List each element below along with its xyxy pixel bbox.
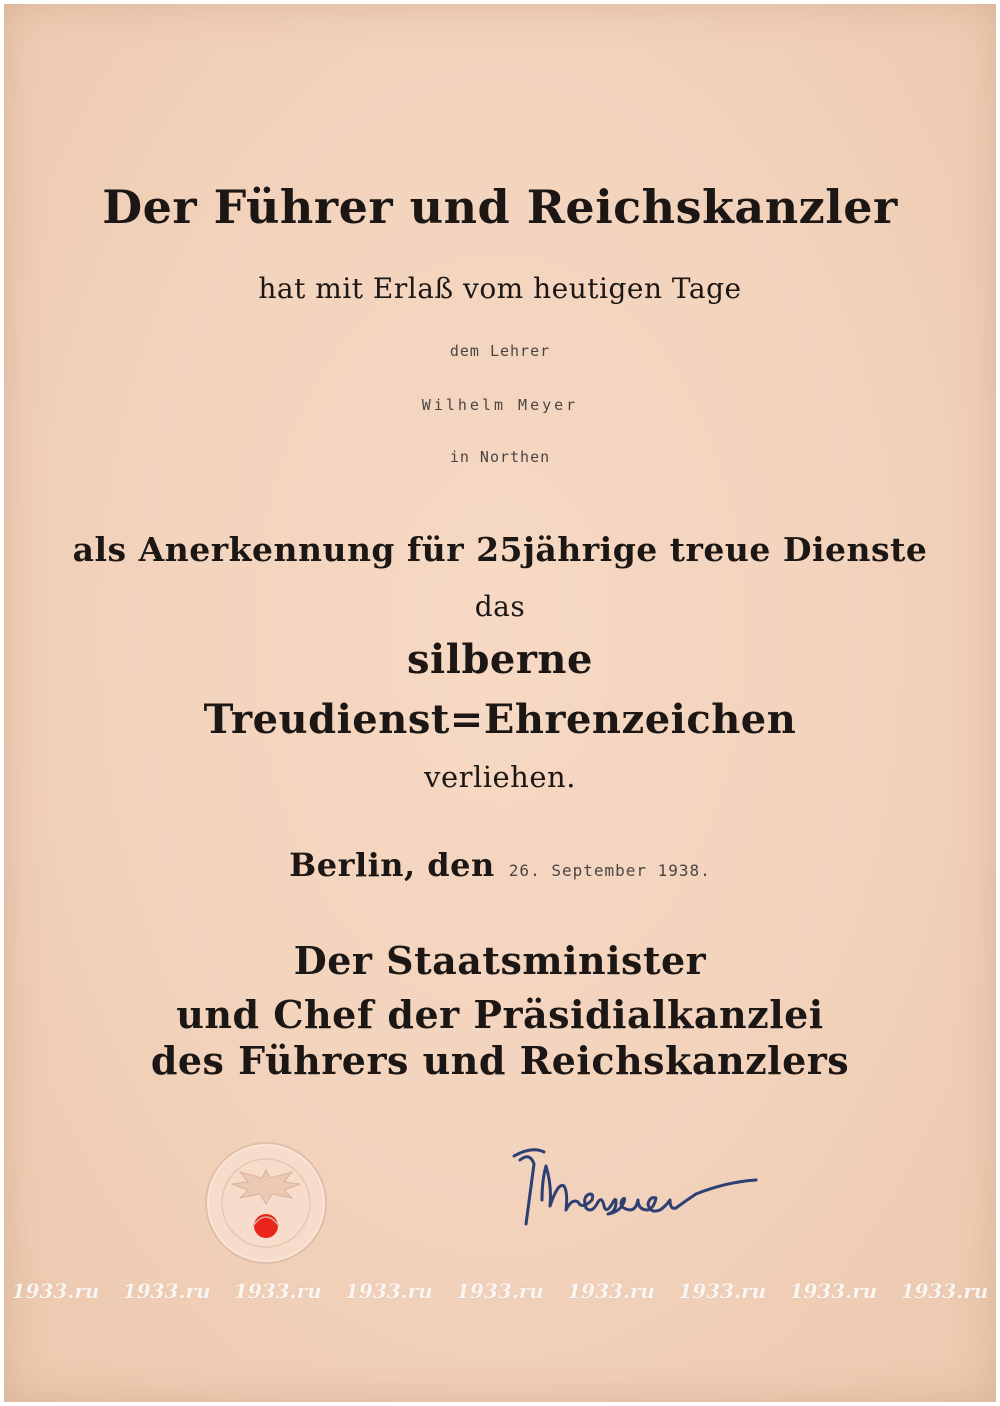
- watermark-text: 1933.ru: [233, 1279, 322, 1303]
- verb-line: verliehen.: [424, 760, 576, 794]
- watermark-text: 1933.ru: [567, 1279, 655, 1303]
- watermark-text: 1933.ru: [900, 1279, 989, 1303]
- recipient-title: dem Lehrer: [449, 342, 551, 360]
- issuer-line-2: und Chef der Präsidialkanzlei: [176, 992, 824, 1037]
- embossed-seal-icon: [183, 1140, 349, 1266]
- recipient-name: Wilhelm Meyer: [421, 396, 579, 414]
- award-line-1: silberne: [407, 636, 593, 683]
- issuer-line-3: des Führers und Reichskanzlers: [150, 1038, 850, 1083]
- watermark-text: 1933.ru: [11, 1279, 100, 1303]
- watermark-text: 1933.ru: [789, 1279, 878, 1303]
- place-label: Berlin, den: [289, 846, 495, 884]
- issuer-line-1: Der Staatsminister: [293, 938, 707, 983]
- recognition-line: als Anerkennung für 25jährige treue Dienste: [72, 530, 928, 569]
- recipient-place: in Northen: [449, 448, 551, 466]
- watermark-text: 1933.ru: [456, 1279, 544, 1303]
- award-line-2: Treudienst=Ehrenzeichen: [203, 696, 797, 743]
- watermark-text: 1933.ru: [345, 1279, 433, 1303]
- decree-line: hat mit Erlaß vom heutigen Tage: [258, 272, 742, 305]
- issue-date: 26. September 1938.: [508, 861, 711, 880]
- place-date-line: [0, 846, 1000, 884]
- certificate-heading: Der Führer und Reichskanzler: [102, 180, 898, 234]
- watermark-strip: [0, 1276, 1000, 1306]
- watermark-text: 1933.ru: [678, 1279, 767, 1303]
- signature-meissner-icon: [500, 1140, 830, 1240]
- article-line: das: [474, 590, 526, 623]
- watermark-text: 1933.ru: [122, 1279, 211, 1303]
